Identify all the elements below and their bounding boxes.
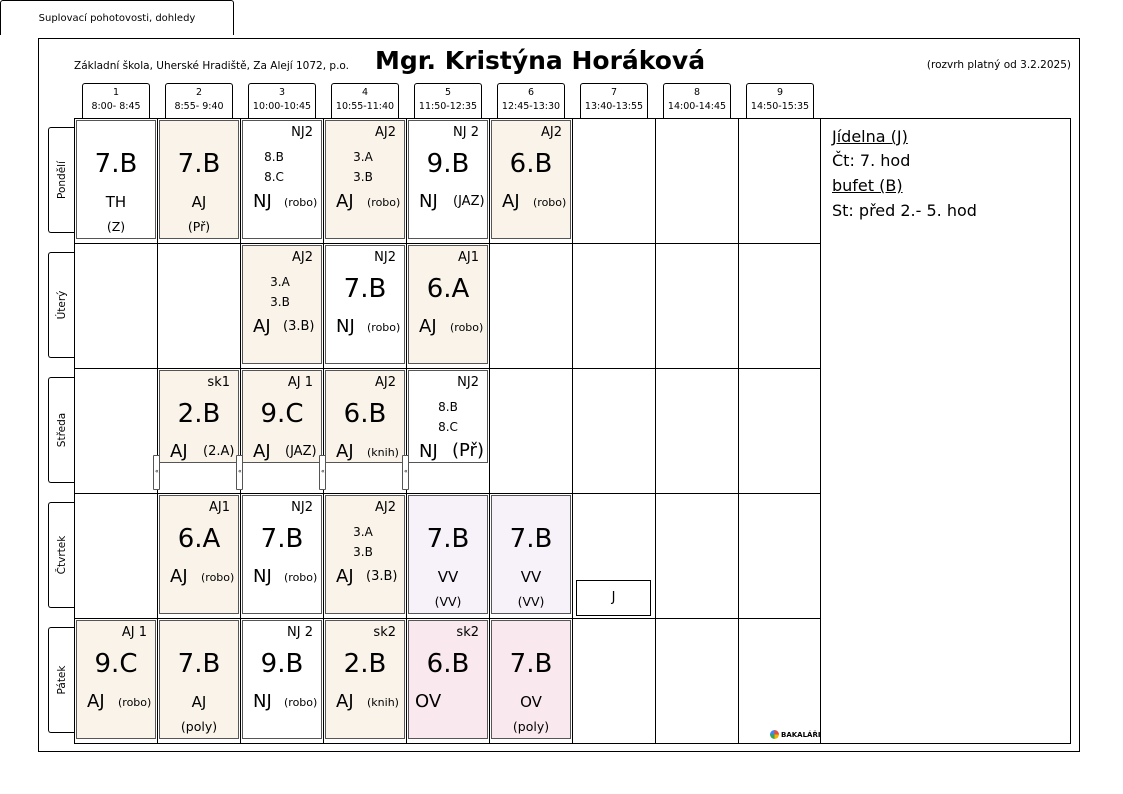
col-divider [655,118,656,744]
lesson-fri-3[interactable]: NJ 2 9.B NJ (robo) [242,620,322,739]
period-header-9: 9 14:50-15:35 [746,83,814,118]
lesson-mon-2[interactable]: 7.B AJ (Př) [159,120,239,239]
row-divider [74,493,820,494]
lesson-tue-4[interactable]: NJ2 7.B NJ (robo) [325,245,405,364]
drag-handle[interactable]: « [319,455,326,490]
school-name: Základní škola, Uherské Hradiště, Za Alejí 1072, p.o. [74,60,349,72]
lesson-mon-5[interactable]: NJ 2 9.B NJ (JAZ) [408,120,488,239]
col-divider [323,118,324,744]
buffet-label: bufet (B) [832,176,903,195]
day-label-tuesday: Úterý [48,252,74,358]
lesson-mon-6[interactable]: AJ2 6.B AJ (robo) [491,120,571,239]
period-header-2: 2 8:55- 9:40 [165,83,233,118]
lesson-tue-5[interactable]: AJ1 6.A AJ (robo) [408,245,488,364]
lesson-wed-2[interactable]: sk1 2.B AJ (2.A) [159,370,239,463]
period-header-4: 4 10:55-11:40 [331,83,399,118]
col-divider [240,118,241,744]
duty-box-thu-7[interactable]: J [576,580,651,616]
supl-header: Suplovací pohotovosti, dohledy [0,0,234,35]
day-label-thursday: Čtvrtek [48,502,74,608]
lesson-wed-4[interactable]: AJ2 6.B AJ (knih) [325,370,405,463]
day-label-friday: Pátek [48,627,74,733]
lesson-mon-1[interactable]: 7.B TH (Z) [76,120,156,239]
lesson-wed-5[interactable]: NJ2 8.B 8.C NJ (Př) [408,370,488,463]
lesson-fri-5[interactable]: sk2 6.B OV [408,620,488,739]
col-divider [572,118,573,744]
bakalari-logo: BAKALÁŘI [770,730,820,739]
lesson-thu-3[interactable]: NJ2 7.B NJ (robo) [242,495,322,614]
drag-handle[interactable]: « [236,455,243,490]
col-divider [489,118,490,744]
lesson-fri-1[interactable]: AJ 1 9.C AJ (robo) [76,620,156,739]
canteen-label: Jídelna (J) [832,127,908,146]
lesson-thu-5[interactable]: 7.B VV (VV) [408,495,488,614]
period-header-6: 6 12:45-13:30 [497,83,565,118]
drag-handle[interactable]: « [402,455,409,490]
lesson-thu-6[interactable]: 7.B VV (VV) [491,495,571,614]
lesson-fri-2[interactable]: 7.B AJ (poly) [159,620,239,739]
buffet-time: St: před 2.- 5. hod [832,201,977,220]
row-divider [74,368,820,369]
validity-note: (rozvrh platný od 3.2.2025) [926,59,1071,71]
day-label-wednesday: Středa [48,377,74,483]
lesson-thu-4[interactable]: AJ2 3.A 3.B AJ (3.B) [325,495,405,614]
col-divider [820,118,821,744]
lesson-fri-4[interactable]: sk2 2.B AJ (knih) [325,620,405,739]
period-header-8: 8 14:00-14:45 [663,83,731,118]
lesson-mon-3[interactable]: NJ2 8.B 8.C NJ (robo) [242,120,322,239]
period-header-5: 5 11:50-12:35 [414,83,482,118]
lesson-wed-3[interactable]: AJ 1 9.C AJ (JAZ) [242,370,322,463]
lesson-tue-3[interactable]: AJ2 3.A 3.B AJ (3.B) [242,245,322,364]
row-divider [74,618,820,619]
lesson-fri-6[interactable]: 7.B OV (poly) [491,620,571,739]
canteen-time: Čt: 7. hod [832,151,911,170]
lesson-thu-2[interactable]: AJ1 6.A AJ (robo) [159,495,239,614]
teacher-name: Mgr. Kristýna Horáková [375,46,706,75]
period-header-1: 1 8:00- 8:45 [82,83,150,118]
lesson-mon-4[interactable]: AJ2 3.A 3.B AJ (robo) [325,120,405,239]
drag-handle[interactable]: « [153,455,160,490]
col-divider [738,118,739,744]
period-header-7: 7 13:40-13:55 [580,83,648,118]
day-label-monday: Pondělí [48,127,74,233]
period-header-3: 3 10:00-10:45 [248,83,316,118]
bakalari-icon [770,730,779,739]
col-divider [406,118,407,744]
row-divider [74,243,820,244]
col-divider [157,118,158,744]
